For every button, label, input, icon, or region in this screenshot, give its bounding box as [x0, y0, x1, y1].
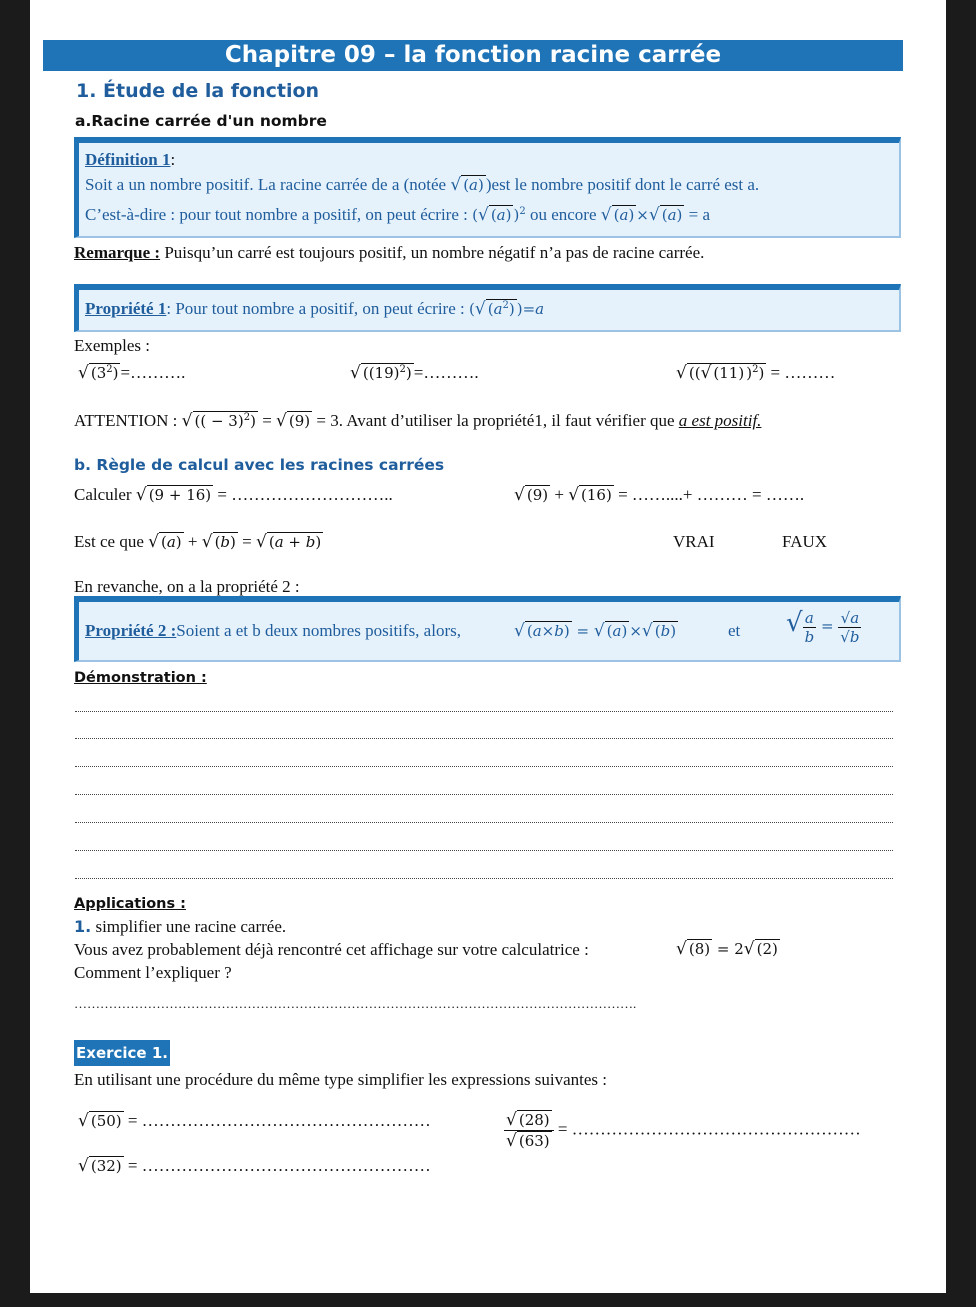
- example-1-expression: √ $(3^2)$: [78, 363, 119, 383]
- definition-line2-pre: C’est-à-dire : pour tout nombre a positif, on peut écrire :: [85, 205, 468, 224]
- exercise-item-a-tail: = ……………………………………………: [127, 1111, 431, 1130]
- calculate-label: Calculer: [74, 485, 132, 504]
- property2-text: Soient a et b deux nombres positifs, alors,: [176, 621, 461, 640]
- answer-line-5: [75, 822, 893, 823]
- attention: [74, 411, 761, 431]
- attention-equals: =: [262, 411, 272, 430]
- comment-dots: ………………………………………………………………………………………………………………….: [74, 996, 637, 1011]
- definition-title: [85, 150, 175, 170]
- definition-label: Définition 1: [85, 150, 171, 169]
- attention-sqrt9: √ (9): [276, 411, 311, 431]
- attention-label: ATTENTION :: [74, 411, 178, 430]
- question-label: Est ce que: [74, 532, 144, 551]
- sqrt-a-squared-formula: (√ (a) )$^2$: [472, 205, 526, 225]
- sqrt-a-plus-b: √ (a + b): [255, 532, 322, 552]
- calculator-expression: √ (8) = 2√ (2): [676, 939, 778, 959]
- option-faux: FAUX: [782, 532, 828, 551]
- example-1: [78, 363, 185, 383]
- section-heading: 1. Étude de la fonction: [76, 80, 320, 102]
- property2-quotient-formula: √ $\frac{a}{b}$ = $\frac{√a}{√b}$: [786, 608, 860, 646]
- example-2: [350, 363, 479, 383]
- attention-expression: √ (( − 3)$^2$): [181, 411, 256, 431]
- examples-label: Exemples :: [74, 336, 151, 355]
- calculate-plus: +: [554, 485, 564, 504]
- definition-line2-mid: ou encore: [529, 205, 597, 224]
- answer-line-7: [75, 878, 893, 879]
- subsection-heading-a: a.Racine carrée d'un nombre: [75, 112, 327, 130]
- calculator-line: Vous avez probablement déjà rencontré cet affichage sur votre calculatrice :: [74, 940, 589, 959]
- subsection-heading-b: b. Règle de calcul avec les racines carrées: [74, 456, 445, 474]
- question-plus: +: [187, 532, 198, 551]
- sqrt-b: √ (b): [201, 532, 236, 552]
- answer-line-4: [75, 794, 893, 795]
- comment-question: Comment l’expliquer ?: [74, 963, 232, 982]
- property1: [85, 299, 544, 319]
- exercise-item-fraction: [504, 1110, 861, 1151]
- calculate-tail-1: = ………………………..: [217, 485, 393, 504]
- exercise-item-sqrt32: [78, 1156, 431, 1176]
- application-1-text: simplifier une racine carrée.: [95, 917, 287, 936]
- application-1: [74, 917, 286, 937]
- remark: [74, 243, 704, 263]
- applications-heading: Applications :: [74, 896, 186, 912]
- definition-colon: :: [170, 150, 176, 169]
- example-3-expression: √ ((√ (11) )$^2$): [676, 363, 765, 383]
- answer-line-3: [75, 766, 893, 767]
- property2-et: et: [728, 621, 741, 640]
- calculate-sum-line: [514, 485, 804, 505]
- property1-label: Propriété 1: [85, 299, 167, 318]
- chapter-title: Chapitre 09 – la fonction racine carrée: [43, 40, 903, 71]
- sqrt-16: √ (16): [568, 485, 612, 505]
- remark-label: Remarque :: [74, 243, 161, 262]
- exercise-item-c-tail: = ……………………………………………: [557, 1119, 861, 1139]
- sqrt-9-plus-16: √ (9 + 16): [135, 485, 212, 505]
- calculate-line: [74, 485, 393, 505]
- sqrt-a-product-formula: √ (a) ×√ (a): [600, 205, 683, 225]
- sqrt-a-notation: √ (a): [450, 175, 484, 195]
- definition-line2-end: = a: [688, 205, 711, 224]
- sqrt-32: √ (32): [78, 1156, 122, 1176]
- exercise-item-b-tail: = ……………………………………………: [127, 1156, 431, 1175]
- application-1-number: 1.: [74, 917, 92, 936]
- property2: [85, 621, 461, 641]
- property2-product-formula: √ (a×b) = √ (a) ×√ (b): [514, 621, 677, 641]
- remark-text: Puisqu’un carré est toujours positif, un nombre négatif n’a pas de racine carrée.: [164, 243, 705, 262]
- sqrt-a: √ (a): [148, 532, 182, 552]
- answer-line-2: [75, 738, 893, 739]
- exercise-item-sqrt50: [78, 1111, 431, 1131]
- example-1-tail: =……….: [120, 363, 186, 382]
- property1-formula: (√ $(a^2)$ )=a: [469, 299, 545, 319]
- attention-condition: a est positif.: [678, 411, 762, 430]
- attention-tail: = 3. Avant d’utiliser la propriété1, il faut vérifier que: [316, 411, 675, 430]
- revanche-text: En revanche, on a la propriété 2 :: [74, 577, 300, 596]
- question-line: [74, 532, 323, 552]
- definition-line-2: [85, 205, 710, 225]
- definition-line-1: [85, 175, 759, 195]
- property2-label: Propriété 2 :: [85, 621, 177, 640]
- sqrt-50: √ (50): [78, 1111, 122, 1131]
- exercise-instructions: En utilisant une procédure du même type simplifier les expressions suivantes :: [74, 1070, 608, 1089]
- option-vrai: VRAI: [673, 532, 715, 551]
- answer-line-6: [75, 850, 893, 851]
- example-2-expression: √ $((19)^2)$: [350, 363, 412, 383]
- sqrt-9: √ (9): [514, 485, 549, 505]
- property1-text: : Pour tout nombre a positif, on peut écrire :: [166, 299, 465, 318]
- answer-line-1: [75, 711, 893, 712]
- example-2-tail: =……….: [413, 363, 479, 382]
- example-3: [676, 363, 835, 383]
- question-equals: =: [242, 532, 252, 551]
- example-3-tail: = ………: [770, 363, 836, 382]
- demonstration-heading: Démonstration :: [74, 670, 207, 686]
- document-page: [30, 0, 946, 1293]
- calculate-tail-2: = ……....+ ……… = …….: [618, 485, 805, 504]
- definition-line1-post: )est le nombre positif dont le carré est a.: [485, 175, 760, 194]
- exercise-badge: Exercice 1.: [74, 1040, 170, 1066]
- definition-line1-pre: Soit a un nombre positif. La racine carrée de a (notée: [85, 175, 447, 194]
- sqrt28-over-sqrt63: $\frac{√ (28)}{√ (63)}$: [504, 1110, 554, 1151]
